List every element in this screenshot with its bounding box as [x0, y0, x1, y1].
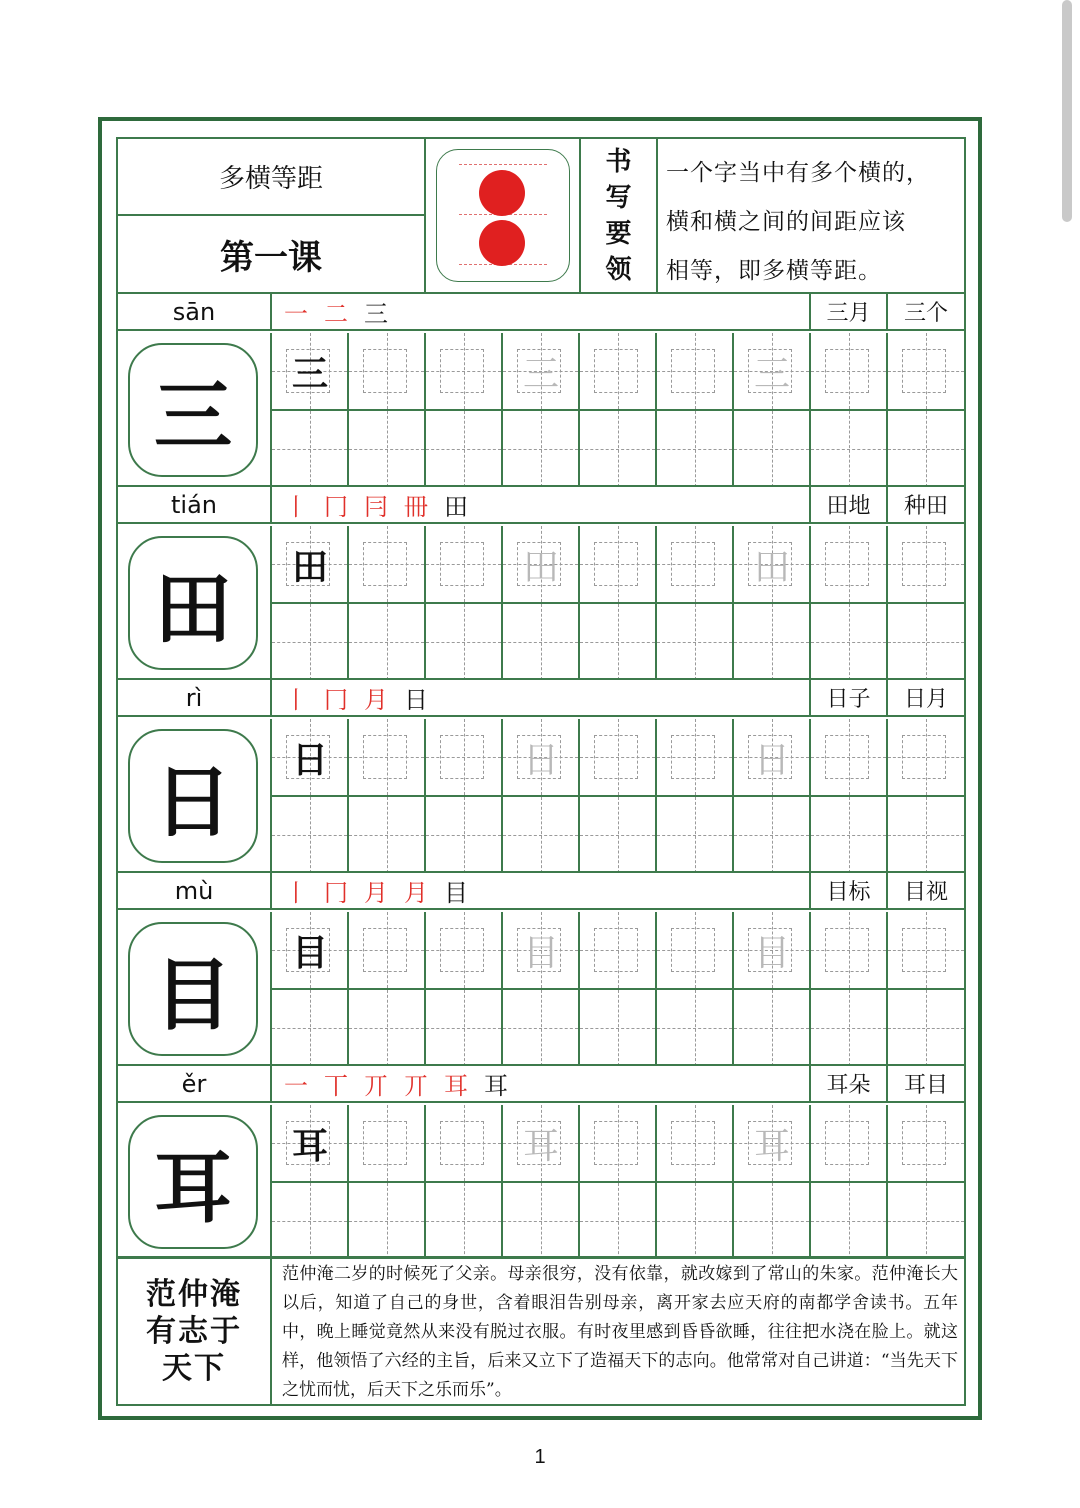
- pinyin-label: ěr: [118, 1066, 272, 1103]
- trace-box: [825, 542, 869, 586]
- tips-label-char: 要: [605, 218, 632, 249]
- practice-cell[interactable]: [734, 990, 811, 1066]
- trace-character: 目: [753, 932, 790, 974]
- practice-cell[interactable]: [503, 990, 580, 1066]
- practice-cell[interactable]: [888, 1105, 964, 1183]
- practice-cell[interactable]: [657, 990, 734, 1066]
- tips-line: 一个字当中有多个横的，: [666, 160, 930, 186]
- stroke-step: 丌: [404, 1072, 428, 1100]
- red-dot-icon: [479, 170, 525, 216]
- practice-cell[interactable]: [349, 990, 426, 1066]
- trace-box: [363, 928, 407, 972]
- big-character-cell: [118, 1105, 272, 1259]
- stroke-step: 丨: [284, 686, 308, 714]
- pinyin-label: sān: [118, 294, 272, 331]
- practice-cell[interactable]: [503, 912, 580, 990]
- practice-cell[interactable]: [349, 1105, 426, 1183]
- stroke-step: 丨: [284, 879, 308, 907]
- stroke-step: 丌: [364, 1072, 388, 1100]
- stroke-order: [272, 487, 811, 524]
- trace-box: [363, 542, 407, 586]
- practice-cell[interactable]: [426, 797, 503, 873]
- big-character-cell: [118, 333, 272, 487]
- stroke-step: 冂: [324, 879, 348, 907]
- practice-cell[interactable]: [888, 797, 964, 873]
- stroke-order: [272, 1066, 811, 1103]
- stroke-step: 耳: [484, 1072, 508, 1100]
- stroke-order: [272, 294, 811, 331]
- practice-cell[interactable]: [657, 1105, 734, 1183]
- practice-cell[interactable]: [349, 797, 426, 873]
- story-title-line: 有志于: [146, 1313, 242, 1349]
- practice-cell[interactable]: [580, 333, 657, 411]
- practice-cell[interactable]: [811, 797, 888, 873]
- page-number: 1: [534, 1446, 546, 1468]
- model-character: 耳: [291, 1124, 328, 1167]
- practice-cell[interactable]: [888, 526, 964, 604]
- stroke-step: 一: [284, 300, 308, 328]
- dots-illustration-cell: [426, 139, 581, 292]
- practice-cell[interactable]: [888, 990, 964, 1066]
- trace-box: [902, 735, 946, 779]
- practice-cell[interactable]: [734, 719, 811, 797]
- practice-cell[interactable]: [272, 719, 349, 797]
- scrollbar[interactable]: [1062, 0, 1072, 222]
- practice-cell[interactable]: [272, 526, 349, 604]
- trace-character: 三: [522, 353, 559, 395]
- practice-cell[interactable]: [426, 526, 503, 604]
- model-character: 田: [291, 545, 328, 588]
- trace-box: [594, 349, 638, 393]
- practice-cell[interactable]: [734, 1183, 811, 1259]
- practice-cell[interactable]: [426, 411, 503, 487]
- trace-box: [671, 542, 715, 586]
- practice-cell[interactable]: [811, 1183, 888, 1259]
- practice-cell[interactable]: [272, 990, 349, 1066]
- practice-cell[interactable]: [426, 1105, 503, 1183]
- practice-cell[interactable]: [734, 797, 811, 873]
- practice-cell[interactable]: [888, 719, 964, 797]
- stroke-step: 二: [324, 300, 348, 328]
- trace-box: [440, 542, 484, 586]
- trace-character: 田: [753, 546, 790, 588]
- trace-character: 耳: [753, 1125, 790, 1167]
- practice-cell[interactable]: [503, 1105, 580, 1183]
- example-word: 目视: [888, 873, 964, 910]
- tips-label-char: 写: [605, 182, 632, 213]
- guide-line: [459, 164, 547, 165]
- practice-cell[interactable]: [657, 1183, 734, 1259]
- practice-cell[interactable]: [888, 1183, 964, 1259]
- practice-cell[interactable]: [580, 1105, 657, 1183]
- trace-character: 日: [753, 739, 790, 781]
- big-character-cell: [118, 912, 272, 1066]
- stroke-step: 一: [284, 1072, 308, 1100]
- practice-cell[interactable]: [503, 1183, 580, 1259]
- trace-box: [825, 735, 869, 779]
- stroke-step: 日: [404, 686, 428, 714]
- trace-box: [363, 349, 407, 393]
- stroke-step: 月: [364, 879, 388, 907]
- example-word: 三月: [811, 294, 888, 331]
- practice-cell[interactable]: [734, 333, 811, 411]
- trace-box: [902, 1121, 946, 1165]
- worksheet-inner: [116, 137, 966, 1406]
- practice-cell[interactable]: [811, 526, 888, 604]
- stroke-step: 月: [364, 686, 388, 714]
- stroke-step: 冃: [364, 493, 388, 521]
- stroke-step: 丨: [284, 493, 308, 521]
- stroke-step: 冊: [404, 493, 428, 521]
- practice-cell[interactable]: [811, 719, 888, 797]
- practice-cell[interactable]: [580, 990, 657, 1066]
- trace-box: [902, 349, 946, 393]
- trace-box: [440, 735, 484, 779]
- practice-cell[interactable]: [734, 411, 811, 487]
- trace-character: 耳: [522, 1125, 559, 1167]
- stroke-step: 三: [364, 300, 388, 328]
- practice-cell[interactable]: [888, 333, 964, 411]
- tips-line: 相等，即多横等距。: [666, 258, 882, 284]
- practice-cell[interactable]: [734, 912, 811, 990]
- practice-cell[interactable]: [272, 1183, 349, 1259]
- trace-box: [902, 542, 946, 586]
- practice-cell[interactable]: [888, 411, 964, 487]
- pinyin-label: mù: [118, 873, 272, 910]
- stroke-order: [272, 680, 811, 717]
- practice-cell[interactable]: [580, 411, 657, 487]
- practice-cell[interactable]: [349, 719, 426, 797]
- tips-text: [658, 139, 964, 292]
- red-dot-icon: [479, 220, 525, 266]
- story-title: [118, 1258, 272, 1404]
- practice-cell[interactable]: [657, 411, 734, 487]
- practice-cell[interactable]: [272, 1105, 349, 1183]
- practice-cell[interactable]: [503, 797, 580, 873]
- practice-cell[interactable]: [426, 1183, 503, 1259]
- topic-title: 多横等距: [118, 139, 426, 216]
- trace-box: [825, 349, 869, 393]
- trace-character: 日: [522, 739, 559, 781]
- big-character-cell: [118, 526, 272, 680]
- practice-cell[interactable]: [426, 333, 503, 411]
- tips-label-char: 领: [605, 254, 632, 285]
- big-character: 耳: [128, 1115, 258, 1249]
- example-word: 目标: [811, 873, 888, 910]
- trace-box: [671, 928, 715, 972]
- tips-label-char: 书: [605, 146, 632, 177]
- stroke-step: 冂: [324, 493, 348, 521]
- trace-box: [671, 1121, 715, 1165]
- practice-cell[interactable]: [426, 912, 503, 990]
- trace-character: 目: [522, 932, 559, 974]
- worksheet: [98, 117, 982, 1420]
- trace-character: 三: [753, 353, 790, 395]
- trace-box: [671, 349, 715, 393]
- model-character: 目: [291, 931, 328, 974]
- practice-cell[interactable]: [503, 333, 580, 411]
- tips-line: 横和横之间的间距应该: [666, 209, 906, 235]
- big-character-cell: [118, 719, 272, 873]
- example-word: 种田: [888, 487, 964, 524]
- dots-frame: [436, 149, 570, 282]
- big-character: 田: [128, 536, 258, 670]
- trace-box: [825, 1121, 869, 1165]
- practice-cell[interactable]: [426, 990, 503, 1066]
- trace-box: [440, 1121, 484, 1165]
- trace-box: [594, 735, 638, 779]
- stroke-step: 冂: [324, 686, 348, 714]
- stroke-step: 目: [444, 879, 468, 907]
- practice-cell[interactable]: [657, 333, 734, 411]
- practice-cell[interactable]: [349, 912, 426, 990]
- practice-cell[interactable]: [349, 1183, 426, 1259]
- trace-box: [363, 735, 407, 779]
- practice-cell[interactable]: [272, 411, 349, 487]
- trace-box: [825, 928, 869, 972]
- practice-cell[interactable]: [811, 1105, 888, 1183]
- practice-cell[interactable]: [811, 333, 888, 411]
- practice-cell[interactable]: [811, 411, 888, 487]
- model-character: 三: [291, 352, 328, 395]
- story-text: 范仲淹二岁的时候死了父亲。母亲很穷，没有依靠，就改嫁到了常山的朱家。范仲淹长大以后，知道了自己的身世，含着眼泪告别母亲，离开家去应天府的南都学舍读书。五年中，晚上睡觉竟然从来没有脱过衣服。有时夜里感到昏昏欲睡，往往把水浇在脸上。就这样，他领悟了六经的主旨，后来又立下了造福天下的志向。他常常对自己讲道：“当先天下之忧而忧，后天下之乐而乐”。: [282, 1264, 958, 1400]
- stroke-step: 月: [404, 879, 428, 907]
- practice-cell[interactable]: [888, 912, 964, 990]
- practice-cell[interactable]: [657, 604, 734, 680]
- trace-box: [363, 1121, 407, 1165]
- practice-cell[interactable]: [272, 912, 349, 990]
- lesson-title: 第一课: [118, 216, 426, 292]
- trace-box: [671, 735, 715, 779]
- story-title-line: 天下: [162, 1350, 226, 1386]
- practice-cell[interactable]: [580, 719, 657, 797]
- practice-cell[interactable]: [657, 797, 734, 873]
- practice-cell[interactable]: [272, 797, 349, 873]
- example-word: 耳目: [888, 1066, 964, 1103]
- practice-cell[interactable]: [580, 526, 657, 604]
- practice-cell[interactable]: [503, 526, 580, 604]
- practice-cell[interactable]: [580, 912, 657, 990]
- trace-character: 田: [522, 546, 559, 588]
- trace-box: [594, 542, 638, 586]
- practice-cell[interactable]: [503, 411, 580, 487]
- practice-cell[interactable]: [811, 912, 888, 990]
- trace-box: [594, 1121, 638, 1165]
- example-word: 耳朵: [811, 1066, 888, 1103]
- stroke-order: [272, 873, 811, 910]
- pinyin-label: rì: [118, 680, 272, 717]
- practice-cell[interactable]: [657, 719, 734, 797]
- practice-cell[interactable]: [580, 797, 657, 873]
- practice-cell[interactable]: [811, 990, 888, 1066]
- practice-cell[interactable]: [580, 1183, 657, 1259]
- practice-cell[interactable]: [349, 526, 426, 604]
- stroke-step: 丅: [324, 1072, 348, 1100]
- example-word: 日子: [811, 680, 888, 717]
- practice-cell[interactable]: [426, 604, 503, 680]
- practice-cell[interactable]: [580, 604, 657, 680]
- stroke-step: 耳: [444, 1072, 468, 1100]
- trace-box: [594, 928, 638, 972]
- trace-box: [440, 928, 484, 972]
- example-word: 日月: [888, 680, 964, 717]
- practice-cell[interactable]: [657, 912, 734, 990]
- example-word: 三个: [888, 294, 964, 331]
- model-character: 日: [291, 738, 328, 781]
- trace-box: [440, 349, 484, 393]
- trace-box: [902, 928, 946, 972]
- practice-cell[interactable]: [734, 1105, 811, 1183]
- practice-cell[interactable]: [272, 333, 349, 411]
- practice-cell[interactable]: [272, 604, 349, 680]
- story-title-line: 范仲淹: [146, 1276, 242, 1312]
- pinyin-label: tián: [118, 487, 272, 524]
- practice-cell[interactable]: [503, 604, 580, 680]
- big-character: 三: [128, 343, 258, 477]
- practice-cell[interactable]: [734, 526, 811, 604]
- stroke-step: 田: [444, 493, 468, 521]
- tips-label: [581, 139, 658, 292]
- practice-cell[interactable]: [734, 604, 811, 680]
- practice-cell[interactable]: [349, 604, 426, 680]
- practice-cell[interactable]: [349, 333, 426, 411]
- practice-cell[interactable]: [888, 604, 964, 680]
- practice-cell[interactable]: [657, 526, 734, 604]
- practice-cell[interactable]: [349, 411, 426, 487]
- big-character: 目: [128, 922, 258, 1056]
- practice-cell[interactable]: [503, 719, 580, 797]
- example-word: 田地: [811, 487, 888, 524]
- practice-cell[interactable]: [426, 719, 503, 797]
- practice-cell[interactable]: [811, 604, 888, 680]
- big-character: 日: [128, 729, 258, 863]
